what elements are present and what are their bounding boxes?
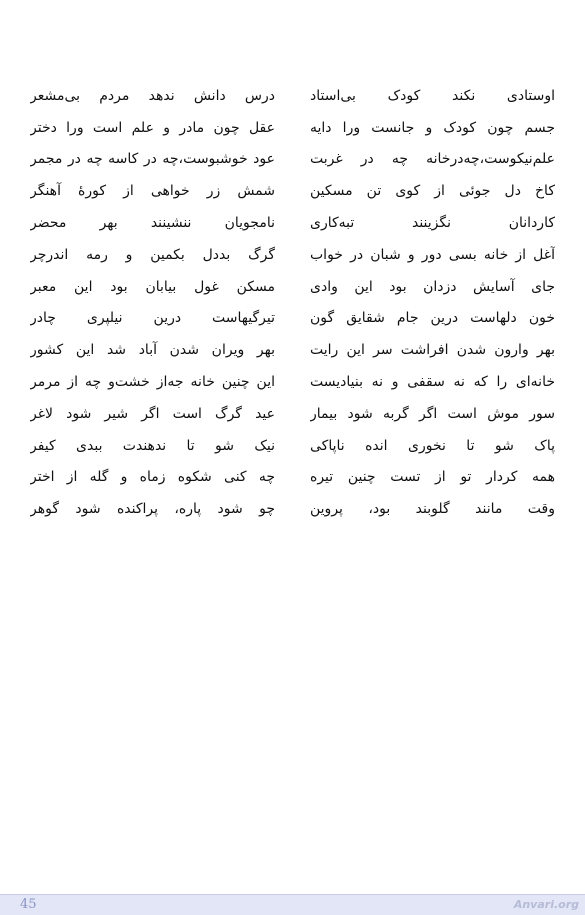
left-hemistich: عود خوشبوست،چه در کاسه چه در مجمر (30, 151, 275, 168)
left-hemistich: عید گرگ است اگر شیر شود لاغر (30, 405, 275, 422)
page-number: 45 (20, 897, 37, 912)
site-watermark: Anvari.org (513, 898, 579, 911)
right-hemistich: وقت مانند گلوبند بود، پروین (310, 501, 555, 518)
left-hemistich: شمش زر خواهی از کورهٔ آهنگر (30, 183, 275, 200)
couplet (30, 271, 555, 303)
right-hemistich: خون دلهاست درین جام شقایق گون (310, 310, 555, 327)
couplet (30, 462, 555, 494)
couplet (30, 112, 555, 144)
couplet (30, 334, 555, 366)
right-hemistich: اوستادی نکند کودک بی‌استاد (310, 87, 555, 104)
right-hemistich: جسم چون کودک و جانست ورا دایه (310, 119, 555, 136)
couplet (30, 398, 555, 430)
left-hemistich: چو شود پاره، پراکنده شود گوهر (30, 501, 275, 518)
couplet (30, 207, 555, 239)
page-footer (0, 894, 585, 915)
left-hemistich: نامجویان ننشینند بهر محضر (30, 215, 275, 232)
right-hemistich: کاردانان نگزینند تبه‌کاری (310, 215, 555, 232)
couplet (30, 144, 555, 176)
couplet (30, 493, 555, 525)
left-hemistich: نیک شو تا ندهندت ببدی کیفر (30, 437, 275, 454)
right-hemistich: کاخ دل جوئی از کوی تن مسکین (310, 183, 555, 200)
left-hemistich: عقل چون مادر و علم است ورا دختر (30, 119, 275, 136)
couplet (30, 430, 555, 462)
couplet (30, 366, 555, 398)
right-hemistich: سور موش است اگر گربه شود بیمار (310, 405, 555, 422)
couplet (30, 303, 555, 335)
right-hemistich: خانه‌ای را که نه سقفی و نه بنیادیست (310, 374, 555, 391)
left-hemistich: این چنین خانه جه‌از خشت‌و چه از مرمر (30, 374, 275, 391)
right-hemistich: علم‌نیکوست،چه‌درخانه چه در غربت (310, 151, 555, 168)
right-hemistich: همه کردار تو از تست چنین تیره (310, 469, 555, 486)
couplet (30, 175, 555, 207)
left-hemistich: مسکن غول بیابان بود این معبر (30, 278, 275, 295)
couplet (30, 239, 555, 271)
left-hemistich: چه کنی شکوه زماه و گله از اختر (30, 469, 275, 486)
right-hemistich: بهر وارون شدن افراشت سر این رایت (310, 342, 555, 359)
left-hemistich: تیرگیهاست درین نیلپری چادر (30, 310, 275, 327)
right-hemistich: جای آسایش دزدان بود این وادی (310, 278, 555, 295)
left-hemistich: بهر ویران شدن آباد شد این کشور (30, 342, 275, 359)
poem-body (30, 80, 555, 525)
left-hemistich: درس دانش ندهد مردم بی‌مشعر (30, 87, 275, 104)
couplet (30, 80, 555, 112)
right-hemistich: پاک شو تا نخوری انده ناپاکی (310, 437, 555, 454)
left-hemistich: گرگ بددل بکمین و رمه اندرچر (30, 246, 275, 263)
right-hemistich: آغل از خانه بسی دور و شبان در خواب (310, 246, 555, 263)
